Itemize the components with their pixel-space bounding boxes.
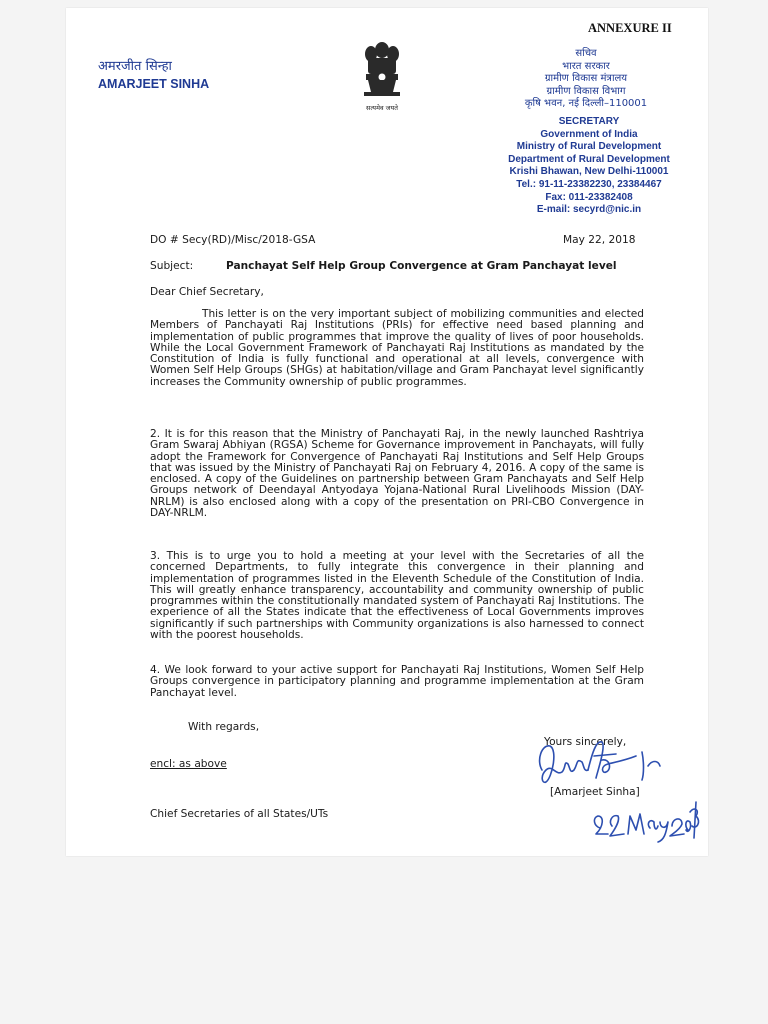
address-hindi-line: भारत सरकार (562, 60, 610, 72)
closing: Yours sincerely, (544, 736, 627, 748)
address-line: Ministry of Rural Development (516, 141, 662, 153)
subject-text: Panchayat Self Help Group Convergence at Gram Panchayat level (226, 260, 617, 272)
email-line: E-mail: secyrd@nic.in (536, 204, 642, 216)
handwritten-signature (532, 730, 702, 850)
address-hindi-line: सचिव (575, 48, 597, 59)
enclosure-note: encl: as above (150, 758, 227, 770)
salutation: Dear Chief Secretary, (150, 286, 264, 298)
sender-name-hindi: अमरजीत सिन्हा (98, 59, 172, 74)
address-line: Krishi Bhawan, New Delhi-110001 (509, 166, 669, 178)
address-line: Fax: 011-23382408 (545, 191, 633, 203)
lion-capital-icon (360, 36, 404, 116)
state-emblem (360, 36, 404, 116)
address-line: SECRETARY (558, 116, 620, 127)
subject-label: Subject: (150, 260, 194, 272)
address-hindi-line: ग्रामीण विकास विभाग (546, 85, 626, 97)
paragraph-4: 4. We look forward to your active support for Panchayati Raj Institutions, Women Self Help Groups convergence in participatory planning and programme implementation at the Gram Panchayat level. (150, 664, 644, 699)
paragraph-1: This letter is on the very important subject of mobilizing communities and elected Members of Panchayati Raj Institutions (PRIs) for effective need based planning and implementation of public programmes that improve the quality of lives of poor households. While the Local Government Framework of Panchayati Raj Institutions as mandated by the Constitution of India is fully functional and operational at all levels, convergence with Women Self Help Groups (SHGs) at habitation/village and Gram Panchayat level significantly increases the Community ownership of public programmes. (150, 308, 644, 388)
address-english (486, 116, 692, 217)
emblem-motto: सत्यमेव जयते (366, 104, 398, 112)
letter-date: May 22, 2018 (563, 234, 636, 246)
paragraph-3: 3. This is to urge you to hold a meeting at your level with the Secretaries of all the concerned Departments, to fully integrate this convergence in their planning and implementation of programmes listed in the Eleventh Schedule of the Constitution of India. This will greatly enhance transparency, accountability and community ownership of public programmes within the constitutionally mandated system of Panchayati Raj Institutions. The experience of all the States indicate that the effectiveness of Local Governments improves significantly if such partnerships with Community organizations is also harnessed to connect with the poorest households. (150, 550, 644, 642)
address-hindi-line: कृषि भवन, नई दिल्ली–110001 (524, 98, 648, 109)
address-line: Tel.: 91-11-23382230, 23384467 (516, 178, 662, 190)
regards: With regards, (188, 721, 260, 733)
address-line: Government of India (540, 128, 638, 140)
paragraph-2: 2. It is for this reason that the Ministry of Panchayati Raj, in the newly launched Rashtriya Gram Swaraj Abhiyan (RGSA) Scheme for Governance improvement in Panchayats, will fully adopt the Framework for Convergence of Panchayati Raj Institutions and Self Help Groups that was issued by the Ministry of Panchayati Raj on February 4, 2016. A copy of the same is enclosed. A copy of the Guidelines on partnership between Gram Panchayats and Self Help Groups network of Deendayal Antyodaya Yojana-National Rural Livelihoods Mission (DAY-NRLM) is also enclosed along with a copy of the presentation on PRI-CBO Convergence in DAY-NRLM. (150, 428, 644, 520)
address-hindi (486, 48, 686, 111)
sender-name-english: AMARJEET SINHA (98, 77, 210, 91)
annexure-label: ANNEXURE II (588, 21, 672, 35)
letter-page (66, 8, 708, 856)
reference-number: DO # Secy(RD)/Misc/2018-GSA (150, 234, 316, 246)
address-line: Department of Rural Development (508, 153, 670, 165)
address-hindi-line: ग्रामीण विकास मंत्रालय (544, 73, 628, 84)
recipients: Chief Secretaries of all States/UTs (150, 808, 329, 820)
signatory-name: [Amarjeet Sinha] (550, 786, 640, 798)
